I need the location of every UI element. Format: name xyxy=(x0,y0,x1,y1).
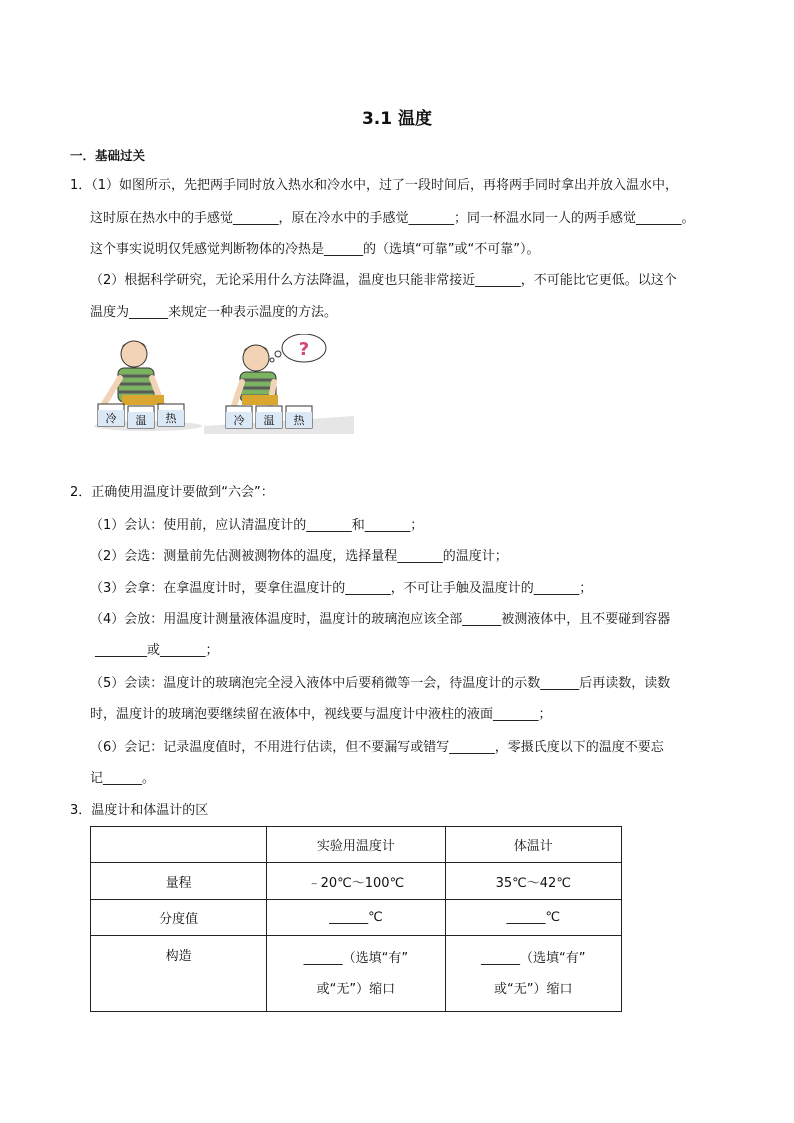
right-bucket-warm xyxy=(256,406,282,428)
q2-line-8: 时，温度计的玻璃泡要继续留在液体中，视线要与温度计中液柱的液面_______； xyxy=(90,707,552,722)
table-cell xyxy=(445,936,621,1012)
right-scene xyxy=(204,334,354,434)
table-cell: 量程 xyxy=(91,863,267,900)
table-cell xyxy=(267,936,445,1012)
table-cell: 35℃～42℃ xyxy=(445,863,621,900)
table-row xyxy=(91,900,622,936)
page-title: 3.1 温度 xyxy=(361,109,433,129)
q1-line-1: 1．（1）如图所示，先把两手同时放入热水和冷水中，过了一段时间后，再将两手同时拿出并放入温水中， xyxy=(70,178,679,193)
thought-bubble xyxy=(270,334,326,362)
section-heading: 一．基础过关 xyxy=(70,148,146,163)
left-bucket-cold xyxy=(98,404,124,426)
q3-line-1: 3．温度计和体温计的区 xyxy=(70,803,209,818)
table-row xyxy=(91,936,622,1012)
q2-line-3: （2）会选：测量前先估测被测物体的温度，选择量程_______的温度计； xyxy=(90,549,508,564)
table-cell-line: 或“无”）缩口 xyxy=(494,981,573,997)
label-warm: 温 xyxy=(263,414,275,427)
q2-line-6: ________或_______； xyxy=(95,643,219,658)
table-cell-line: ______（选填“有” xyxy=(481,950,586,966)
q2-line-9: （6）会记：记录温度值时，不用进行估读，但不要漏写或错写_______，零摄氏度以下的温度不要忘 xyxy=(90,740,664,755)
table-cell: ______℃ xyxy=(267,900,445,936)
table-row xyxy=(91,863,622,900)
table-cell: ﹣20℃～100℃ xyxy=(267,863,445,900)
q1-line-3: 这个事实说明仅凭感觉判断物体的冷热是______的（选填“可靠”或“不可靠”）。 xyxy=(90,242,540,257)
left-bucket-warm xyxy=(128,406,154,428)
q2-line-1: 2．正确使用温度计要做到“六会”： xyxy=(70,485,274,500)
q1-line-5: 温度为______来规定一种表示温度的方法。 xyxy=(90,305,338,320)
table-header-cell: 实验用温度计 xyxy=(267,827,445,863)
q1-line-4: （2）根据科学研究，无论采用什么方法降温，温度也只能非常接近_______，不可能比它更低。以这个 xyxy=(90,273,677,288)
right-bucket-hot xyxy=(286,406,312,428)
left-scene xyxy=(94,341,202,431)
label-cold: 冷 xyxy=(233,414,245,427)
q2-line-4: （3）会拿：在拿温度计时，要拿住温度计的_______，不可让手触及温度计的_______； xyxy=(90,581,593,596)
right-bucket-cold xyxy=(226,406,252,428)
q2-line-2: （1）会认：使用前，应认清温度计的_______和_______； xyxy=(90,518,424,533)
q2-line-7: （5）会读：温度计的玻璃泡完全浸入液体中后要稍微等一会，待温度计的示数______后再读数，读数 xyxy=(90,676,671,691)
label-cold: 冷 xyxy=(105,412,117,425)
label-warm: 温 xyxy=(135,414,147,427)
table-cell: 构造 xyxy=(91,936,267,1012)
q1-line-2: 这时原在热水中的手感觉_______，原在冷水中的手感觉_______；同一杯温水同一人的两手感觉_______。 xyxy=(90,211,695,226)
thermometer-comparison-table xyxy=(90,826,622,1012)
table-header-cell xyxy=(91,827,267,863)
table-cell-line: 或“无”）缩口 xyxy=(316,981,396,997)
label-hot: 热 xyxy=(165,412,177,425)
table-cell: 分度值 xyxy=(91,900,267,936)
hands-water-illustration xyxy=(92,334,354,434)
question-mark: ? xyxy=(298,339,310,360)
left-bucket-hot xyxy=(158,404,184,426)
table-cell: ______℃ xyxy=(445,900,621,936)
label-hot: 热 xyxy=(293,414,305,427)
table-header-cell: 体温计 xyxy=(445,827,621,863)
table-cell-line: ______（选填“有” xyxy=(303,950,409,966)
table-header-row xyxy=(91,827,622,863)
q2-line-5: （4）会放：用温度计测量液体温度时，温度计的玻璃泡应该全部______被测液体中，且不要碰到容器 xyxy=(90,612,671,627)
q2-line-10: 记______。 xyxy=(90,771,156,786)
